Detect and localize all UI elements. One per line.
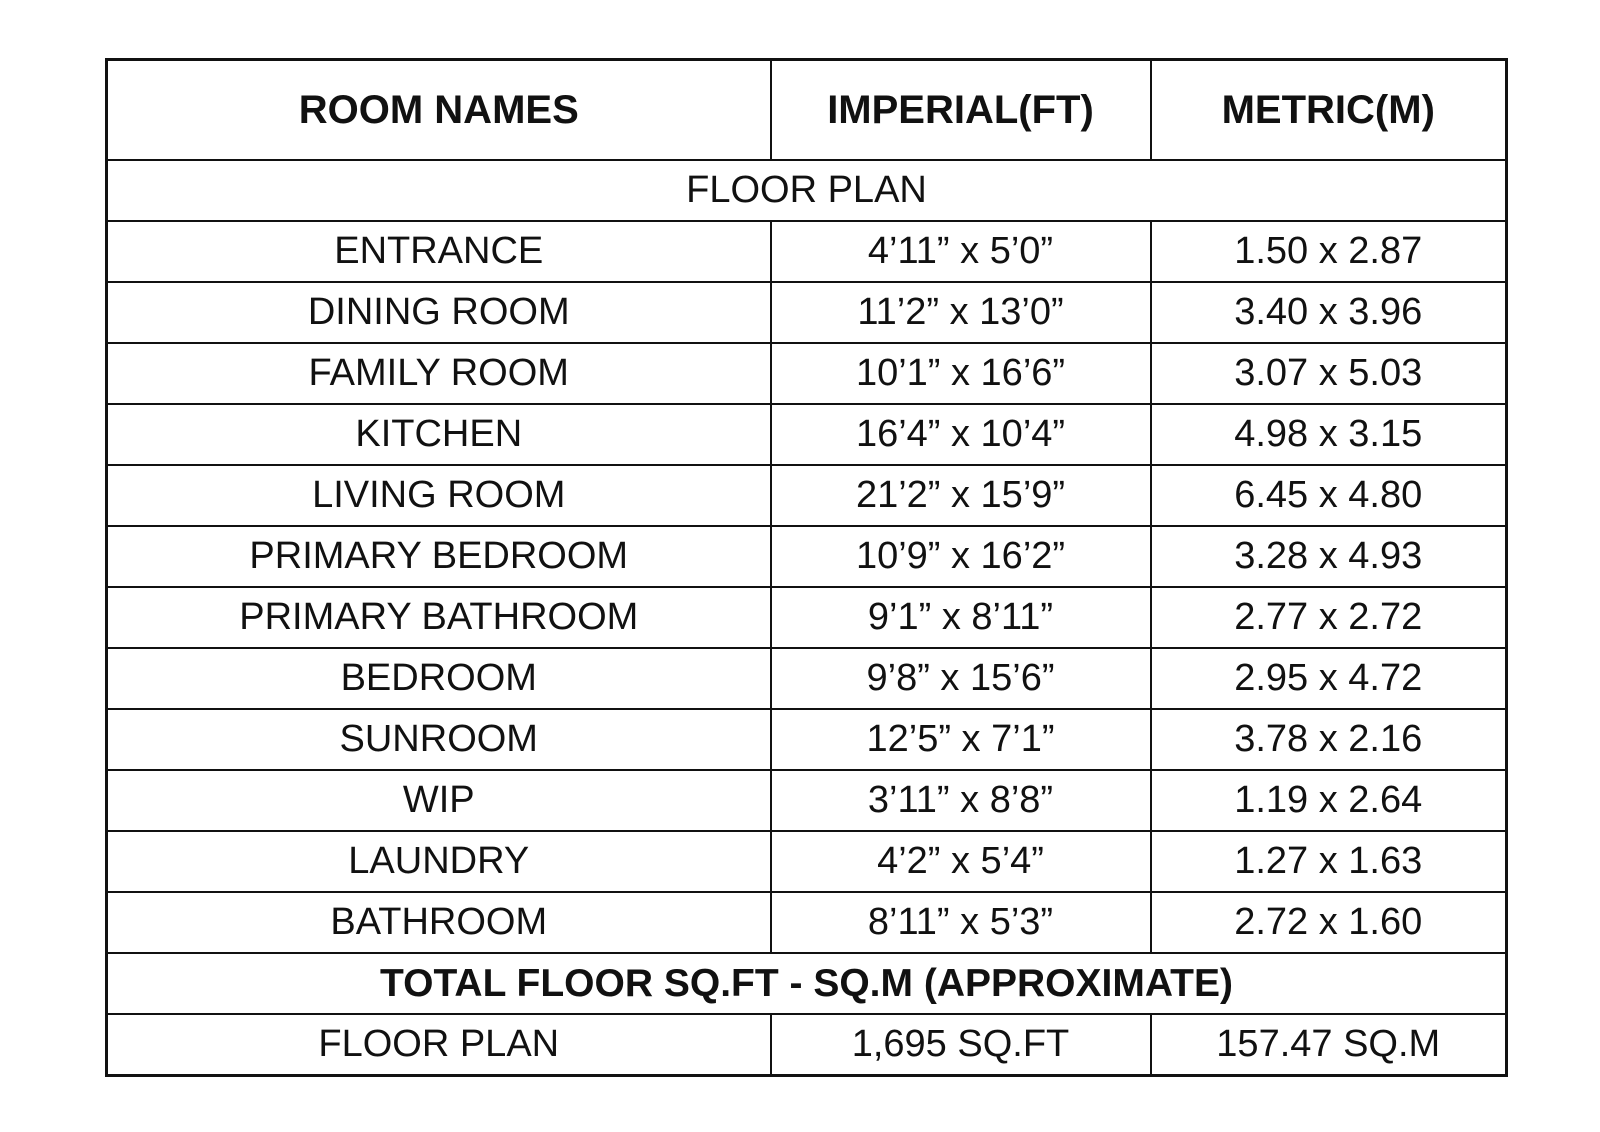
total-row <box>107 1014 1507 1076</box>
imperial-cell: 8’11” x 5’3” <box>771 892 1151 953</box>
table-row <box>107 709 1507 770</box>
imperial-cell: 9’1” x 8’11” <box>771 587 1151 648</box>
table-row <box>107 770 1507 831</box>
section-label: FLOOR PLAN <box>107 160 1507 221</box>
imperial-cell: 3’11” x 8’8” <box>771 770 1151 831</box>
imperial-cell: 21’2” x 15’9” <box>771 465 1151 526</box>
table-row <box>107 221 1507 282</box>
room-name-cell: FAMILY ROOM <box>107 343 771 404</box>
imperial-cell: 16’4” x 10’4” <box>771 404 1151 465</box>
header-room-names: ROOM NAMES <box>107 60 771 161</box>
room-name-cell: PRIMARY BATHROOM <box>107 587 771 648</box>
metric-cell: 3.40 x 3.96 <box>1151 282 1507 343</box>
table-body <box>107 160 1507 953</box>
room-name-cell: SUNROOM <box>107 709 771 770</box>
metric-cell: 3.28 x 4.93 <box>1151 526 1507 587</box>
section-row <box>107 160 1507 221</box>
room-name-cell: KITCHEN <box>107 404 771 465</box>
table-row <box>107 343 1507 404</box>
total-title-row <box>107 953 1507 1014</box>
table-row <box>107 404 1507 465</box>
imperial-cell: 9’8” x 15’6” <box>771 648 1151 709</box>
metric-cell: 2.77 x 2.72 <box>1151 587 1507 648</box>
imperial-cell: 10’9” x 16’2” <box>771 526 1151 587</box>
table-row <box>107 282 1507 343</box>
metric-cell: 1.50 x 2.87 <box>1151 221 1507 282</box>
imperial-cell: 4’2” x 5’4” <box>771 831 1151 892</box>
imperial-cell: 10’1” x 16’6” <box>771 343 1151 404</box>
room-name-cell: PRIMARY BEDROOM <box>107 526 771 587</box>
table-row <box>107 587 1507 648</box>
room-name-cell: LAUNDRY <box>107 831 771 892</box>
room-name-cell: ENTRANCE <box>107 221 771 282</box>
metric-cell: 3.07 x 5.03 <box>1151 343 1507 404</box>
metric-cell: 3.78 x 2.16 <box>1151 709 1507 770</box>
room-name-cell: BATHROOM <box>107 892 771 953</box>
metric-cell: 2.72 x 1.60 <box>1151 892 1507 953</box>
room-name-cell: DINING ROOM <box>107 282 771 343</box>
metric-cell: 4.98 x 3.15 <box>1151 404 1507 465</box>
header-metric: METRIC(M) <box>1151 60 1507 161</box>
table-row <box>107 465 1507 526</box>
table-row <box>107 831 1507 892</box>
imperial-cell: 11’2” x 13’0” <box>771 282 1151 343</box>
total-metric: 157.47 SQ.M <box>1151 1014 1507 1076</box>
total-title: TOTAL FLOOR SQ.FT - SQ.M (APPROXIMATE) <box>107 953 1507 1014</box>
room-name-cell: LIVING ROOM <box>107 465 771 526</box>
imperial-cell: 4’11” x 5’0” <box>771 221 1151 282</box>
total-label: FLOOR PLAN <box>107 1014 771 1076</box>
imperial-cell: 12’5” x 7’1” <box>771 709 1151 770</box>
room-name-cell: BEDROOM <box>107 648 771 709</box>
header-imperial: IMPERIAL(FT) <box>771 60 1151 161</box>
table-row <box>107 892 1507 953</box>
table-row <box>107 648 1507 709</box>
table-row <box>107 526 1507 587</box>
room-dimensions-table <box>105 58 1508 1077</box>
room-name-cell: WIP <box>107 770 771 831</box>
metric-cell: 6.45 x 4.80 <box>1151 465 1507 526</box>
total-imperial: 1,695 SQ.FT <box>771 1014 1151 1076</box>
header-row <box>107 60 1507 161</box>
metric-cell: 2.95 x 4.72 <box>1151 648 1507 709</box>
metric-cell: 1.27 x 1.63 <box>1151 831 1507 892</box>
metric-cell: 1.19 x 2.64 <box>1151 770 1507 831</box>
